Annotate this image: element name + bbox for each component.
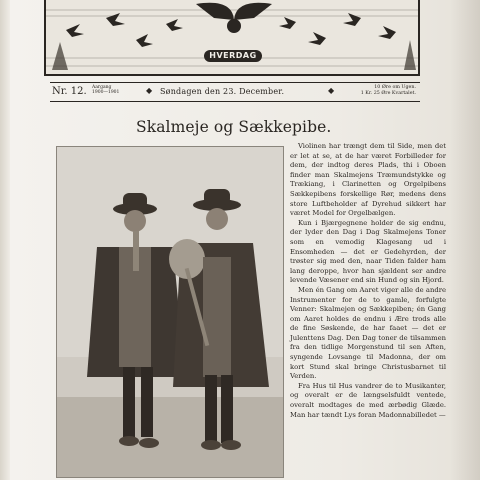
article-photo xyxy=(56,146,284,478)
masthead-illustration xyxy=(46,0,420,76)
issue-number: Nr. 12. xyxy=(52,86,87,97)
article-paragraph: Kun i Bjærgegnene holder de sig endnu, der lyder den Dag i Dag Skalmejens Toner som en vemodig Klagesang ud i Ensomheden — det er Gedehyrden, der trøster sig med den, naar Tiden falder ham lang deroppe, hvor han sjældent ser andre levende Væsener end sin Hund og sin Hjord. xyxy=(290,218,446,285)
masthead xyxy=(44,0,420,76)
price-week: 10 Øre om Ugen. xyxy=(374,85,416,90)
article-paragraph: Violinen har trængt dem til Side, men det er let at se, at de har været Forbilleder for dem, der indtog deres Plads, thi i Oboen finder man Skalmejens Træmundstykke og Trækiang, i Clarinetten og Orgelpibens Sækkepibens forskellige Rør, medens dens store Luftbeholder af Dyrehud sikkert har været Model for Orgelbælgen. xyxy=(290,142,446,218)
issue-line xyxy=(50,82,420,102)
price xyxy=(361,85,416,97)
separator-dot-icon: ◆ xyxy=(146,86,153,95)
volume-label: Aargang xyxy=(92,85,112,90)
article-paragraph: Men én Gang om Aaret viger alle de andre Instrumenter for de to gamle, forfulgte Venner: Skalmejen og Sækkepiben; én Gang om Aaret holdes de endnu i Ære trods alle de fine Søskende, de har faaet — det er Julenttens Dag. Den Dag toner de tilsammen fra den tidlige Morgenstund til sen Aften, syngende Lovsange til Madonna, der om kort Stund skal bringe Christusbarnet til Verden. xyxy=(290,285,446,381)
article-title: Skalmeje og Sækkepibe. xyxy=(136,118,332,136)
page-edge-shadow xyxy=(450,0,480,480)
volume-years: 1900—1901 xyxy=(92,90,120,95)
musicians-photo-illustration xyxy=(57,147,283,477)
page-gutter xyxy=(0,0,10,480)
issue-date: Søndagen den 23. December. xyxy=(160,87,285,96)
separator-dot-icon: ◆ xyxy=(328,86,335,95)
article-column xyxy=(290,142,446,420)
masthead-banner: HVERDAG xyxy=(204,50,262,62)
eagle-icon xyxy=(196,3,272,33)
article-paragraph: Fra Hus til Hus vandrer de to Musikanter, og overalt er de længselsfuldt ventede, overalt modtages de med ærbødig Glæde. Man har tændt Lys foran Madonnabilledet — xyxy=(290,381,446,419)
price-quarter: 1 Kr. 25 Øre Kvartalet. xyxy=(360,91,416,96)
volume xyxy=(92,85,119,95)
